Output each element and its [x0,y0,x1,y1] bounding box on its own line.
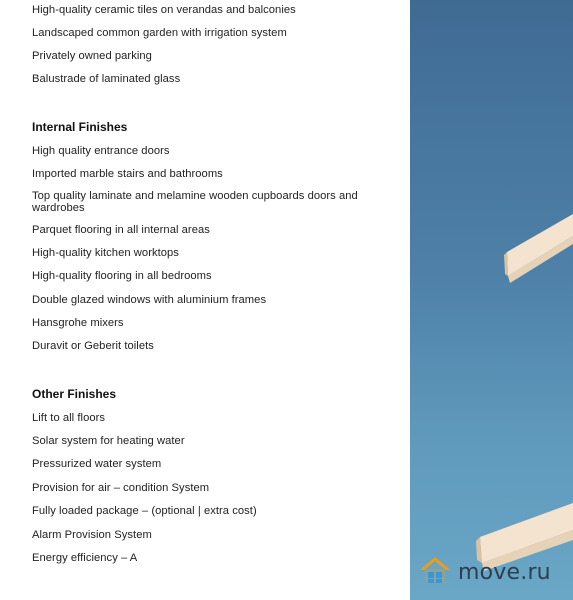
house-icon [418,555,452,585]
list-item: Hansgrohe mixers [32,317,124,329]
move-ru-watermark [416,552,566,592]
list-item: High quality entrance doors [32,145,170,157]
list-item: High-quality flooring in all bedrooms [32,270,212,282]
list-item: Landscaped common garden with irrigation system [32,27,287,39]
list-item: Privately owned parking [32,50,152,62]
list-item: Alarm Provision System [32,529,152,541]
watermark-text: move.ru [458,560,551,585]
list-item: Solar system for heating water [32,435,185,447]
list-item: Provision for air – condition System [32,482,210,494]
list-item: Duravit or Geberit toilets [32,340,154,352]
list-item: Lift to all floors [32,412,106,424]
list-item: Fully loaded package – (optional | extra cost) [32,505,257,517]
list-item: Top quality laminate and melamine wooden cupboards doors and wardrobes [32,190,358,214]
list-item: High-quality kitchen worktops [32,247,179,259]
list-item: Balustrade of laminated glass [32,73,181,85]
list-item: Double glazed windows with aluminium frames [32,294,267,306]
balcony-slabs [410,0,573,600]
list-item: High-quality ceramic tiles on verandas and balconies [32,4,296,16]
section-heading-other: Other Finishes [32,387,117,401]
list-item: Energy efficiency – A [32,552,138,564]
list-item: Imported marble stairs and bathrooms [32,168,223,180]
building-photo [410,0,573,600]
list-item: Parquet flooring in all internal areas [32,224,210,236]
list-item: Pressurized water system [32,458,162,470]
section-heading-internal: Internal Finishes [32,120,128,134]
